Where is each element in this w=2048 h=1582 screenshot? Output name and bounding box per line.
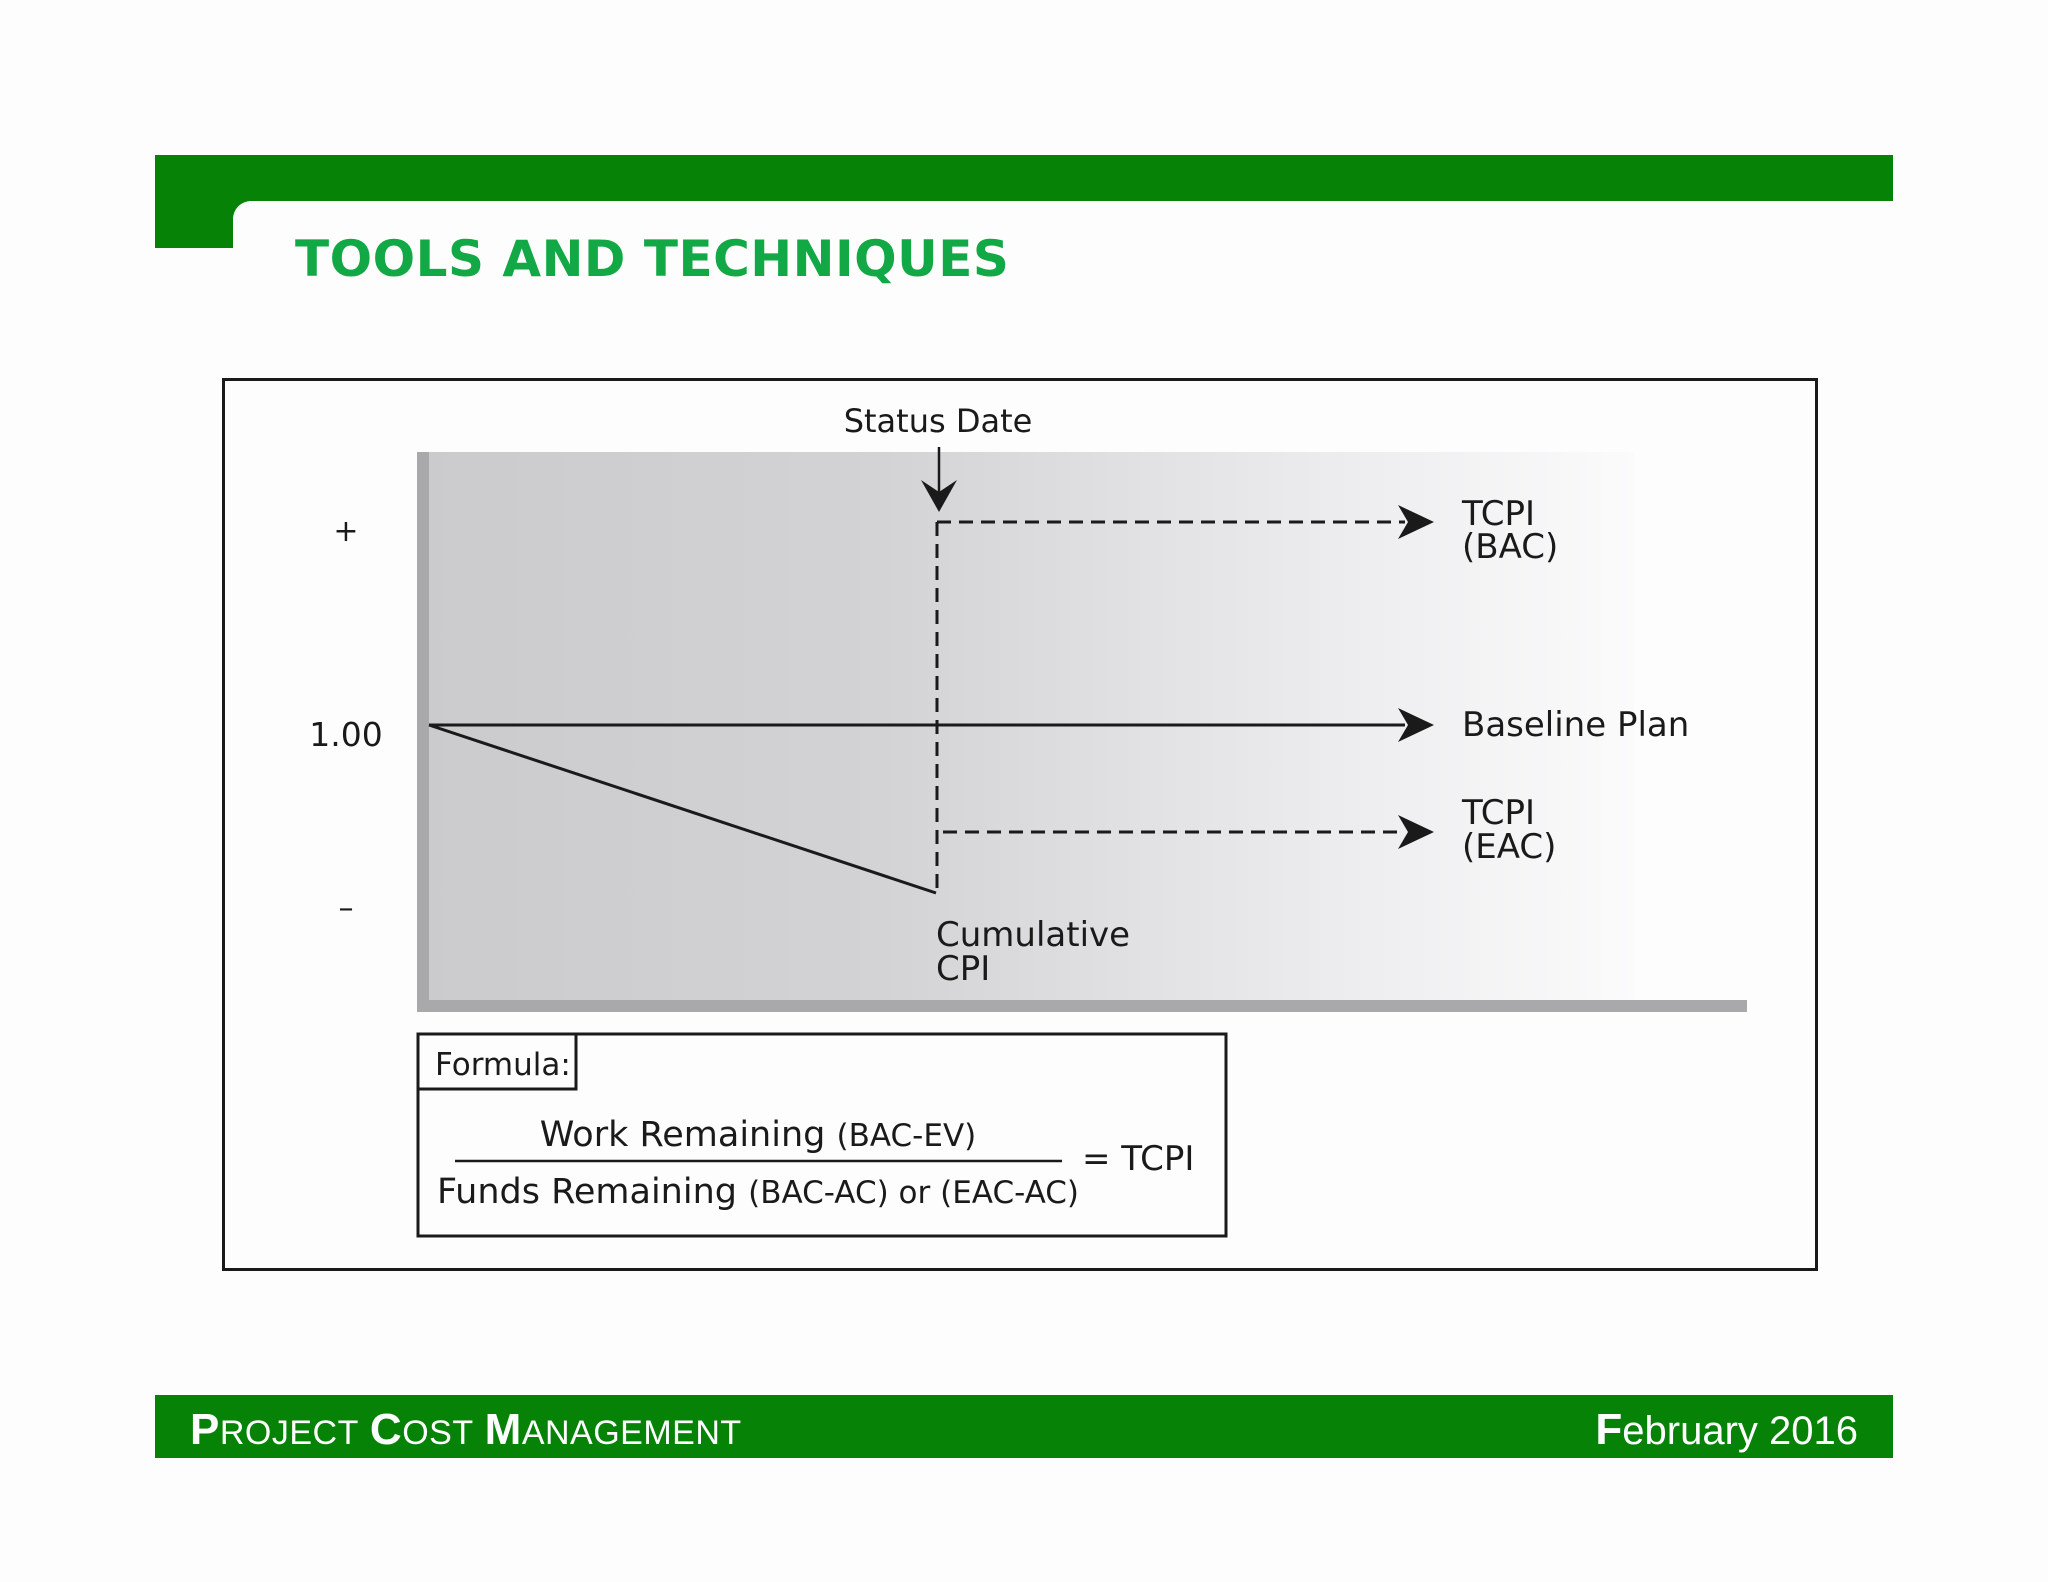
formula-numerator-paren: (BAC-EV) [836,1118,977,1154]
cumulative-cpi-label-line2: CPI [936,949,991,989]
formula-numerator-main: Work Remaining [539,1115,826,1155]
baseline-plan-label: Baseline Plan [1462,705,1690,745]
cumulative-cpi-label-line1: Cumulative [936,915,1131,955]
tcpi-eac-label-line1: TCPI [1462,793,1536,833]
slide-title: TOOLS AND TECHNIQUES [295,230,1010,288]
status-date-label: Status Date [843,402,1033,440]
footer-title-anagement: ANAGEMENT [521,1414,742,1452]
x-axis [417,1000,1747,1012]
tcpi-bac-label-line2: (BAC) [1462,527,1559,567]
y-axis [417,452,429,1012]
footer-bar [155,1395,1893,1458]
y-axis-plus-label: + [333,514,359,549]
footer-title-roject: ROJECT [219,1414,359,1452]
footer-date-f: F [1595,1405,1623,1454]
footer-date-rest: ebruary 2016 [1622,1409,1858,1453]
y-axis-value-label: 1.00 [309,715,383,754]
footer-title-c: C [369,1405,403,1454]
formula-label: Formula: [435,1047,571,1083]
formula-denominator-paren: (BAC-AC) or (EAC-AC) [748,1175,1080,1211]
footer-title-p: P [190,1405,220,1454]
footer-title-m: M [484,1405,522,1454]
formula-result: = TCPI [1082,1139,1195,1179]
tcpi-eac-label-line2: (EAC) [1462,827,1557,867]
formula-denominator-main: Funds Remaining [436,1172,737,1212]
footer-title-ost: OST [402,1414,474,1452]
formula-denominator [437,1172,1079,1212]
footer-date [1595,1405,1858,1455]
y-axis-minus-label: – [338,891,354,926]
formula-numerator [540,1115,977,1155]
footer-title [190,1405,742,1455]
tcpi-bac-label-line1: TCPI [1462,494,1536,534]
